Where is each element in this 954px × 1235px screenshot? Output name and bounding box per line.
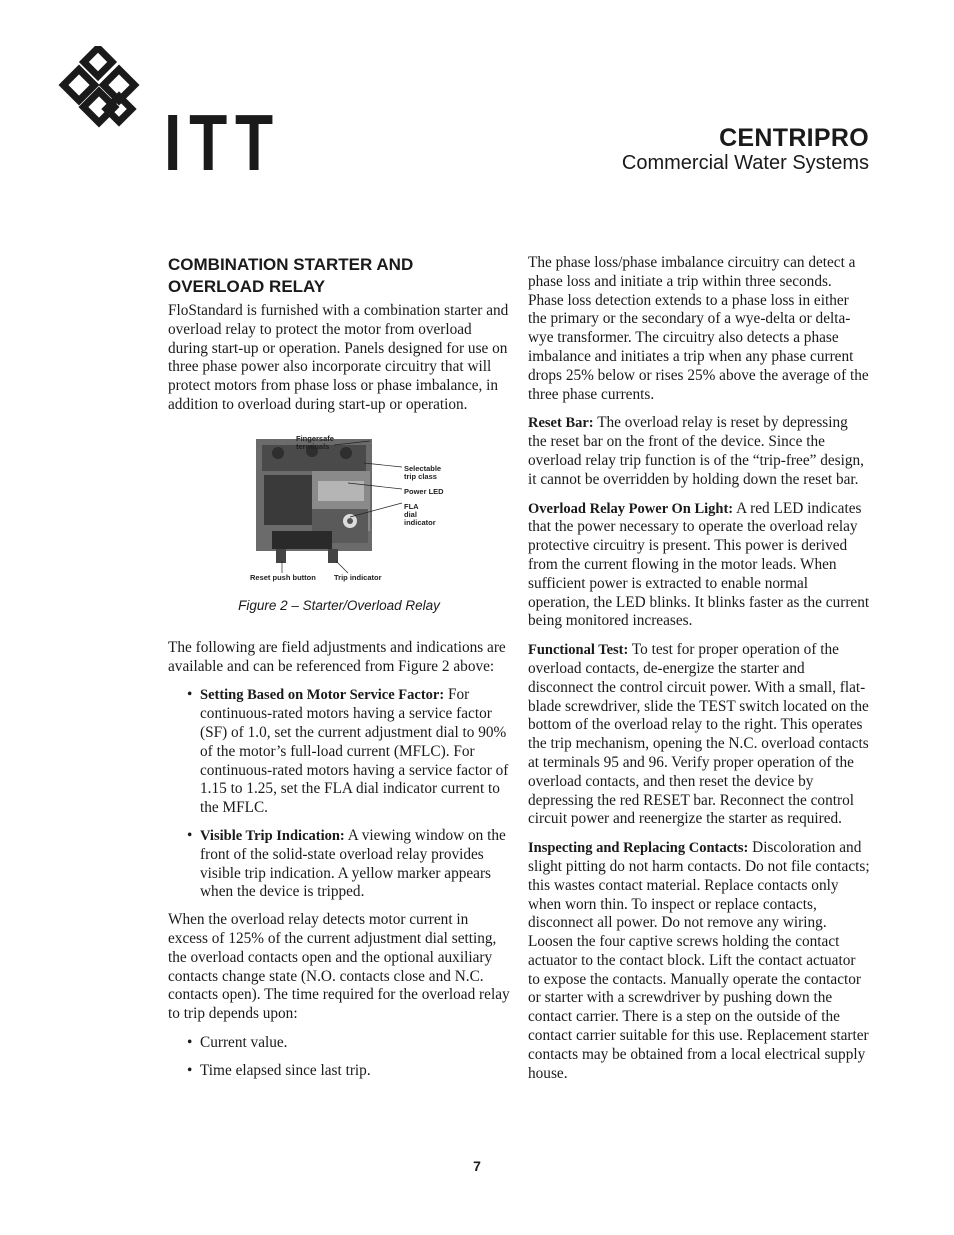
right-column	[528, 254, 870, 1093]
callout-fingersafe: Fingersafe terminals	[296, 433, 334, 451]
callout-trip: Trip indicator	[334, 572, 382, 582]
brand-block	[622, 124, 869, 174]
bullet-icon: •	[187, 1033, 193, 1051]
brand-name: CENTRIPRO	[719, 124, 869, 152]
heading-line-1: COMBINATION STARTER AND	[168, 255, 414, 274]
bullet-icon: •	[187, 826, 193, 844]
bullet-icon: •	[187, 1061, 193, 1079]
callout-selectable: Selectable trip class	[404, 463, 442, 481]
callout-fla: FLA dial indicator	[404, 501, 436, 527]
list-item: • Time elapsed since last trip.	[187, 1061, 371, 1079]
callout-power-led: Power LED	[404, 486, 444, 496]
itt-logo-mark	[52, 46, 148, 138]
inspecting-paragraph: Inspecting and Replacing Contacts: Discoloration and slight pitting do not harm contacts. Do not file contacts; this wastes contact material. Replace contacts only when worn thin. To inspect or replace contacts, disconnect all power. Do not remove any wiring. Loosen the four captive screws holding the contact actuator to the contact block. Lift the contact actuator to expose the contacts. Manually operate the contactor or starter with a screwdriver by pushing down the contact carrier. There is a step on the outside of the contact carrier suitable for this use. Replacement starter contacts may be obtained from a local electrical supply house.	[528, 839, 870, 1082]
functional-test-paragraph: Functional Test: To test for proper operation of the overload contacts, de-energize the starter and disconnect the control circuit power. With a small, flat-blade screwdriver, slide the TEST switch located on the bottom of the overload relay to the right. This operates the trip mechanism, opening the N.C. overload contacts at terminals 95 and 96. Verify proper operation of the overload contacts, and then reset the device by depressing the red RESET bar. Reconnect the control circuit power and reenergize the starter as required.	[528, 641, 869, 828]
heading-line-2: OVERLOAD RELAY	[168, 277, 326, 296]
bullet-icon: •	[187, 686, 193, 704]
figure-2	[168, 431, 510, 631]
trip-list	[168, 1034, 510, 1081]
adjustments-intro: The following are field adjustments and indications are available and can be referenced from Figure 2 above:	[168, 638, 506, 675]
itt-logo-text: ITT	[164, 98, 281, 187]
figure-caption: Figure 2 – Starter/Overload Relay	[238, 597, 440, 613]
left-column	[168, 254, 510, 1090]
phase-loss-paragraph: The phase loss/phase imbalance circuitry can detect a phase loss and initiate a trip within three seconds. Phase loss detection extends to a phase loss in either the primary or the secondary of a wye-delta or delta-wye transformer. The circuitry also detects a phase imbalance and initiates a trip when any phase current drops 25% below or rises 25% above the average of the three phase currents.	[528, 254, 869, 403]
power-light-paragraph: Overload Relay Power On Light: A red LED indicates that the power necessary to operate the overload relay protective circuitry is present. This power is derived from the current flowing in the motor leads. When sufficient power is extracted to enable normal operation, the LED blinks. It blinks faster as the current being monitored increases.	[528, 499, 870, 630]
trip-paragraph: When the overload relay detects motor current in excess of 125% of the current adjustment dial setting, the overload contacts open and the optional auxiliary contacts change state (N.O. contacts close and N.C. contacts open). The time required for the overload relay to trip depends upon:	[168, 911, 510, 1023]
page-number: 7	[473, 1158, 481, 1174]
reset-bar-paragraph: Reset Bar: The overload relay is reset by depressing the reset bar on the front of the device. Since the overload relay trip function is of the “trip-free” design, it cannot be overridden by holding down the reset bar.	[528, 414, 864, 488]
list-item: • Setting Based on Motor Service Factor: For continuous-rated motors having a service factor (SF) of 1.0, set the current adjustment dial to 90% of the motor’s full-load current (MFLC). For continuous-rated motors having a service factor of 1.15 to 1.25, set the FLA dial indicator current to the MFLC.	[187, 686, 509, 817]
intro-paragraph: FloStandard is furnished with a combination starter and overload relay to protect the motor from overload during start-up or operation. Panels designed for use on three phase power also incorporate circuitry that will protect motors from phase loss or phase imbalance, in addition to overload during start-up or operation.	[168, 302, 509, 413]
list-item: • Current value.	[187, 1033, 288, 1051]
adjustments-list	[168, 686, 510, 902]
section-heading	[168, 254, 510, 298]
brand-tagline: Commercial Water Systems	[621, 152, 869, 174]
callout-reset: Reset push button	[250, 572, 316, 582]
list-item: • Visible Trip Indication: A viewing window on the front of the solid-state overload relay provides visible trip indication. A yellow marker appears when the device is tripped.	[187, 826, 506, 901]
